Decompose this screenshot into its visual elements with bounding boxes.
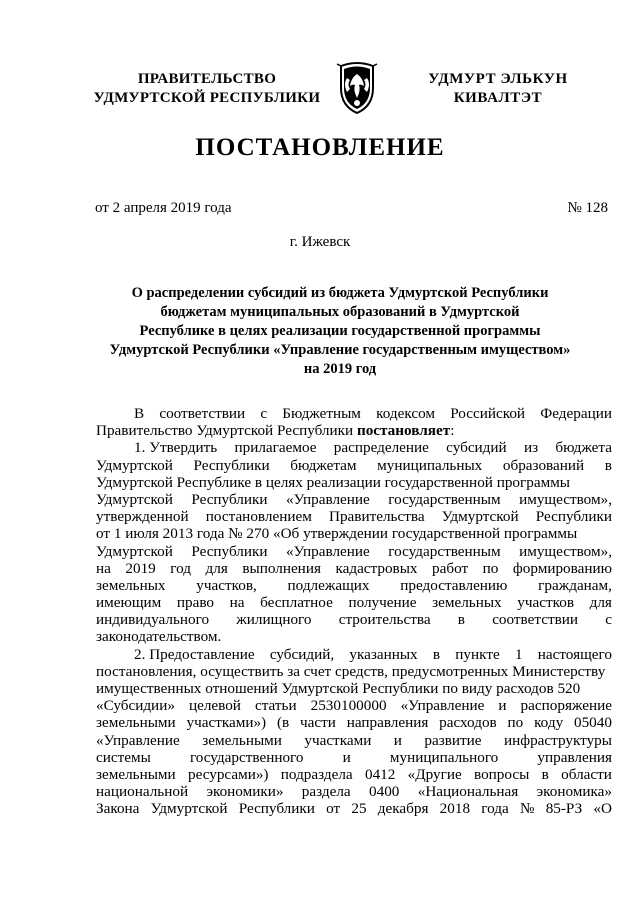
body-word: распределение <box>333 439 429 457</box>
body-word: бюджетам <box>290 456 357 474</box>
body-word: государственным <box>388 542 501 560</box>
body-word: 2019 <box>125 559 156 577</box>
body-word: ресурсами») <box>187 765 269 783</box>
body-line <box>96 525 612 542</box>
body-word: работ <box>432 559 469 577</box>
body-word: пункте <box>455 645 500 663</box>
header-right-line2: КИВАЛТЭТ <box>453 90 543 106</box>
body-word: земельными <box>96 765 176 783</box>
body-line <box>96 543 612 560</box>
body-word: 05040 <box>573 714 612 732</box>
body-word: 85-РЗ <box>545 800 583 818</box>
body-word: Республики <box>191 542 268 560</box>
body-word: образований <box>502 456 585 474</box>
body-word: вопросы <box>474 765 530 783</box>
body-word: Закона <box>96 800 140 818</box>
header-left-line2: УДМУРТСКОЙ РЕСПУБЛИКИ <box>93 90 321 106</box>
body-word: земельных <box>432 594 502 612</box>
subject-line: Удмуртской Республики «Управление государственным имуществом» <box>109 342 571 358</box>
body-word: на <box>96 559 111 577</box>
body-word: статьи <box>254 697 297 715</box>
body-word: имуществом», <box>519 490 612 508</box>
body-line <box>96 714 612 731</box>
body-word: земельными <box>202 731 282 749</box>
body-word: с <box>605 611 612 629</box>
body-word: в <box>604 456 612 474</box>
document-number: № 128 <box>567 200 608 216</box>
body-word: расходов <box>439 714 497 732</box>
body-line <box>96 491 612 508</box>
body-word: участков <box>517 594 574 612</box>
body-word: «О <box>593 800 612 818</box>
body-line <box>96 439 612 456</box>
body-line <box>96 783 612 800</box>
coat-of-arms-icon <box>333 58 381 116</box>
subject-line: Республике в целях реализации государственной программы <box>139 323 541 339</box>
body-word: получение <box>348 594 417 612</box>
body-word: формированию <box>512 559 612 577</box>
body-word: утвержденной <box>96 508 189 526</box>
body-word: Республики <box>191 490 268 508</box>
body-word: области <box>561 765 612 783</box>
body-word: подлежащих <box>287 576 370 594</box>
body-word: подраздела <box>280 765 353 783</box>
body-word: 1 <box>514 645 523 663</box>
body-word: по <box>482 559 499 577</box>
body-word: год <box>170 559 192 577</box>
header-right-line1: УДМУРТ ЭЛЬКУН <box>428 71 568 87</box>
body-word: участками») <box>186 714 267 732</box>
body-word: для <box>205 559 228 577</box>
body-word: постановлением <box>205 508 312 526</box>
body-word: направления <box>346 714 429 732</box>
body-word: предоставлению <box>400 576 508 594</box>
body-word: «Другие <box>407 765 462 783</box>
government-name-udmurt <box>428 70 568 108</box>
body-word: Республики <box>193 456 270 474</box>
body-word: 0400 <box>369 783 400 801</box>
body-word: государственного <box>189 748 304 766</box>
body-word: кадастровых <box>335 559 418 577</box>
body-word: для <box>589 594 612 612</box>
body-word: управления <box>537 748 612 766</box>
body-word: имущественных отношений Удмуртской Республики по виду расходов 520 <box>96 680 581 697</box>
subject-line: О распределении субсидий из бюджета Удмуртской Республики <box>131 285 549 301</box>
body-word: соответствии <box>492 611 579 629</box>
subject-line: на 2019 год <box>303 361 377 377</box>
body-word: Удмуртской Республике в целях реализации государственной программы <box>96 473 571 491</box>
body-word: и <box>342 748 351 766</box>
body-word: № <box>519 800 535 818</box>
body-word: от 1 июля 2013 года № 270 «Об утверждении государственной программы <box>96 525 578 543</box>
body-line <box>96 422 612 439</box>
body-word: в <box>541 765 549 783</box>
body-line <box>96 646 612 663</box>
body-word: раздела <box>301 783 351 801</box>
body-word: субсидий, <box>269 645 335 663</box>
body-line <box>96 697 612 714</box>
body-word: инфраструктуры <box>503 731 612 749</box>
body-line <box>96 663 612 680</box>
body-word: «Управление <box>400 697 485 715</box>
body-word: гражданам, <box>538 576 612 594</box>
subject-line: бюджетам муниципальных образований в Удмуртской <box>160 304 520 320</box>
body-word: Республики <box>535 508 612 526</box>
body-word: государственным <box>388 490 501 508</box>
body-word: 25 <box>351 800 367 818</box>
body-word: по <box>507 714 524 732</box>
body-word: право <box>176 594 214 612</box>
body-word: «Национальная <box>417 783 519 801</box>
body-text-bold: постановляет <box>356 422 451 440</box>
body-word: распоряжение <box>520 697 612 715</box>
body-word: кодексом <box>376 405 435 422</box>
body-word: земельных <box>96 576 166 594</box>
body-word: Правительства <box>329 508 425 526</box>
body-line <box>96 611 612 628</box>
body-word: 2530100000 <box>310 697 387 715</box>
document-title: ПОСТАНОВЛЕНИЕ <box>195 134 445 161</box>
body-line <box>96 508 612 525</box>
body-word: настоящего <box>537 645 612 663</box>
body-line <box>96 457 612 474</box>
body-word: Удмуртской <box>96 490 173 508</box>
body-word: с <box>260 405 268 422</box>
body-word: указанных <box>349 645 418 663</box>
body-word: Удмуртской <box>441 508 519 526</box>
body-word: «Управление <box>96 731 180 749</box>
body-line <box>96 405 612 422</box>
government-name-russian <box>92 70 322 108</box>
body-word: от <box>326 800 341 818</box>
body-word: соответствии <box>159 405 246 422</box>
body-word: на <box>229 594 245 612</box>
paragraph-2 <box>96 646 612 818</box>
body-word: и <box>498 697 507 715</box>
body-word: В <box>134 405 145 422</box>
body-word: 2. Предоставление <box>134 645 255 663</box>
body-word: Удмуртской <box>150 800 228 818</box>
body-word: 2018 <box>439 800 471 818</box>
body-word: прилагаемое <box>234 439 317 457</box>
body-word: строительства <box>338 611 431 629</box>
body-word: части <box>299 714 336 732</box>
document-body <box>96 405 612 818</box>
body-word: законодательством. <box>96 628 222 646</box>
body-word: (в <box>276 714 290 732</box>
body-word: «Управление <box>286 490 370 508</box>
body-word: жилищного <box>236 611 312 629</box>
header-left-line1: ПРАВИТЕЛЬСТВО <box>137 71 277 87</box>
body-word: экономики» <box>206 783 284 801</box>
body-line <box>96 594 612 611</box>
body-word: Бюджетным <box>282 405 361 422</box>
body-word: постановления, осуществить за счет средств, предусмотренных Министерству <box>96 662 606 680</box>
body-word: целевой <box>188 697 241 715</box>
body-word: муниципальных <box>377 456 483 474</box>
body-word: Федерации <box>540 405 612 422</box>
body-word: субсидий <box>446 439 507 457</box>
body-word: 0412 <box>364 765 396 783</box>
body-line <box>96 680 612 697</box>
body-word: 1. Утвердить <box>134 439 218 457</box>
body-word: участков, <box>196 576 257 594</box>
body-line <box>96 749 612 766</box>
body-line <box>96 474 612 491</box>
body-word: бесплатное <box>260 594 333 612</box>
body-word: имуществом», <box>519 542 612 560</box>
body-word: выполнения <box>242 559 321 577</box>
body-word: «Управление <box>286 542 370 560</box>
body-word: в <box>457 611 465 629</box>
body-word: «Субсидии» <box>96 697 175 715</box>
body-line <box>96 628 612 645</box>
body-word: из <box>523 439 539 457</box>
body-word: и <box>393 731 402 749</box>
document-date: от 2 апреля 2019 года <box>95 200 232 216</box>
body-word: Удмуртской <box>96 542 173 560</box>
body-word: экономика» <box>536 783 612 801</box>
body-word: в <box>432 645 441 663</box>
body-line <box>96 766 612 783</box>
body-line <box>96 800 612 817</box>
body-word: Республики <box>238 800 315 818</box>
paragraph-1 <box>96 439 612 645</box>
body-word: муниципального <box>389 748 499 766</box>
body-word: декабря <box>377 800 429 818</box>
body-text: Правительство Удмуртской Республики <box>96 422 354 440</box>
body-line <box>96 577 612 594</box>
body-text: : <box>450 422 455 440</box>
body-word: года <box>481 800 509 818</box>
body-line <box>96 732 612 749</box>
body-word: земельными <box>96 714 176 732</box>
body-word: национальной <box>96 783 189 801</box>
document-subject <box>80 284 600 379</box>
body-word: Российской <box>450 405 526 422</box>
document-city: г. Ижевск <box>289 234 351 250</box>
body-word: бюджета <box>555 439 612 457</box>
body-word: индивидуального <box>96 611 210 629</box>
body-word: имеющим <box>96 594 162 612</box>
body-word: системы <box>96 748 151 766</box>
body-word: коду <box>534 714 564 732</box>
body-word: участками <box>304 731 372 749</box>
body-word: развитие <box>424 731 482 749</box>
body-word: Удмуртской <box>96 456 173 474</box>
body-line <box>96 560 612 577</box>
